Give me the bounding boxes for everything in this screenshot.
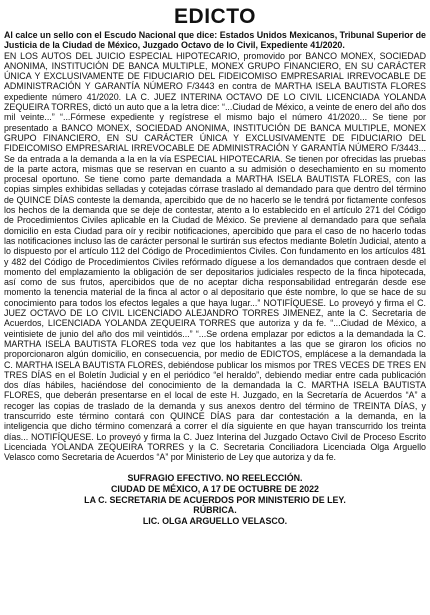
closing-rubrica: RÚBRICA. <box>193 505 237 516</box>
closing-secretary-title: LA C. SECRETARIA DE ACUERDOS POR MINISTERIO DE LEY. <box>84 494 346 505</box>
closing-block <box>4 473 426 526</box>
closing-motto: SUFRAGIO EFECTIVO. NO REELECCIÓN. <box>127 473 303 484</box>
notice-title: EDICTO <box>174 5 256 28</box>
closing-signer-name: LIC. OLGA ARGUELLO VELASCO. <box>142 515 288 526</box>
closing-date: CIUDAD DE MÉXICO, A 17 DE OCTUBRE DE 2022 <box>111 484 319 495</box>
seal-description: Al calce un sello con el Escudo Nacional que dice: Estados Unidos Mexicanos, Tribunal Superior de Justicia de la Ciudad de México, Juzgado Octavo de lo Civil, Expediente 41/2020. <box>4 30 426 51</box>
notice-body: EN LOS AUTOS DEL JUICIO ESPECIAL HIPOTECARIO, promovido por BANCO MONEX, SOCIEDAD ANONIMA, INSTITUCIÓN DE BANCA MULTIPLE, MONEX GRUPO FINANCIERO, EN SU CARÁCTER ÚNICA Y EXCLUSIVAMENTE DE FIDUCIARIO DEL FIDEICOMISO EMPRESARIAL IRREVOCABLE DE ADMINISTRACIÓN Y GARANTÍA NÚMERO F/3443 en contra de MARTHA ISELA BAUTISTA FLORES expediente número 41/2020. LA C. JUEZ INTERINA OCTAVO DE LO CIVIL LICENCIADA YOLANDA ZEQUEIRA TORRES, dictó un auto que a la letra dice: “...Ciudad de México, a veinte de enero del año dos mil veinte...” “...Fórmese expediente y regístrese el mismo bajo el número 41/2020... Se tiene por presentado a BANCO MONEX, SOCIEDAD ANONIMA, INSTITUCIÓN DE BANCA MULTIPLE, MONEX GRUPO FINANCIERO, EN SU CARÁCTER ÚNICA Y EXCLUSIVAMENTE DE FIDUCIARIO DEL FIDEICOMISO EMPRESARIAL IRREVOCABLE DE ADMINISTRACIÓN Y GARANTÍA NÚMERO F/3443... Se da entrada a la demanda a la en la vía ESPECIAL HIPOTECARIA. Se tienen por ofrecidas las pruebas de la parte actora, mismas que se reservan en cuanto a su admisión o desechamiento en su momento procesal oportuno. Se tiene como parte demandada a MARTHA ISELA BAUTISTA FLORES, con las copias simples exhibidas selladas y cotejadas córrase traslado al demandado para que dentro del término de QUINCE DÍAS conteste la demanda, apercibido que de no hacerlo se le tendrá por fictamente confesos los hechos de la demanda que se deje de contestar, atento a lo establecido en el artículo 271 del Código de Procedimientos Civiles aplicable en la Ciudad de México. Se previene al demandado para que señala domicilio en esta Ciudad para oír y recibir notificaciones, apercibido que para el caso de no hacerlo todas las notificaciones incluso las de carácter personal le surtirán sus efectos mediante Boletín Judicial, atento a lo dispuesto por el artículo 112 del Código de Procedimientos Civiles. Con fundamento en los artículos 481 y 482 del Código de Procedimientos Civiles refórmado díguese a los demandados que contraen desde el momento del emplazamiento la obligación de ser depositarios judiciales respecto de la finca hipotecada, así como de sus frutos, apercibidos que de no aceptar dicha responsabilidad entregarán desde ese momento la tenencia material de la finca al actor o al depositario que éste nombre, lo que se hace de su conocimiento para todos los efectos legales a que haya lugar...” NOTIFÍQUESE. Lo proveyó y firma el C. JUEZ OCTAVO DE LO CIVIL LICENCIADO ALEJANDRO TORRES JIMENEZ, ante la C. Secretaria de Acuerdos, LICENCIADA YOLANDA ZEQUEIRA TORRES que autoriza y da fe. “...Ciudad de México, a veintisiete de junio del año dos mil veintidós...” “...Se ordena emplazar por edictos a la demandada la C. MARTHA ISELA BAUTISTA FLORES toda vez que los habitantes a las que se giraron los oficios no proporcionaron algún domicilio, en consecuencia, por medio de EDICTOS, emplácese a la demandada la C. MARTHA ISELA BAUTISTA FLORES, debiéndose publicar los mismos por TRES VECES DE TRES EN TRES DÍAS en el Boletín Judicial y en el periódico “el heraldo”, debiendo mediar entre cada publicación dos días hábiles, haciéndose del conocimiento de la demandada la C. MARTHA ISELA BAUTISTA FLORES, que deberán presentarse en el local de este H. Juzgado, en la Secretaría de Acuerdos “A” a recoger las copias de traslado de la demanda y sus anexos dentro del término de TREINTA DÍAS, y transcurrido este término contará con QUINCE DÍAS para dar contestación a la demanda, en la inteligencia que dicho término comenzará a correr el día siguiente en que hayan transcurrido los treinta días... NOTIFÍQUESE. Lo proveyó y firma la C. Juez Interina del Juzgado Octavo Civil de Proceso Escrito Licenciada YOLANDA ZEQUEIRA TORRES y la C. Secretaria Conciliadora Licenciada Olga Arguello Velasco como Secretaria de Acuerdos “A” por Ministerio de Ley que autoriza y da fe. <box>4 50 426 463</box>
